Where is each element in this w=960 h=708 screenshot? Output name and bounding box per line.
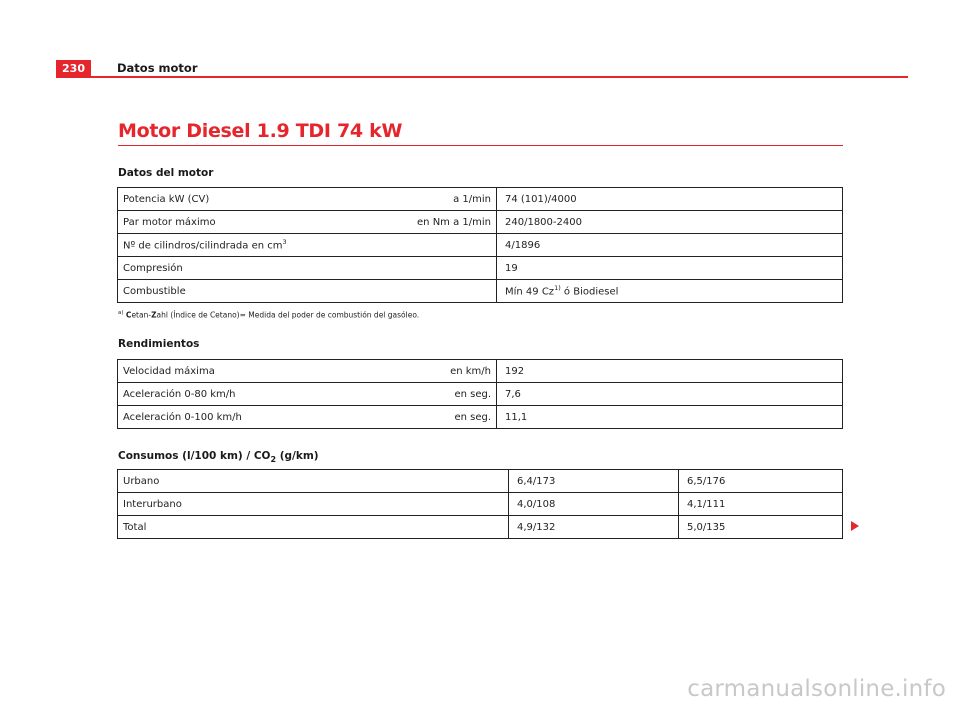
row-value: [497, 280, 843, 303]
running-title: Datos motor: [117, 61, 198, 75]
row-label: Urbano: [118, 470, 509, 493]
chapter-rule: [118, 145, 843, 146]
row-value: 11,1: [497, 406, 843, 429]
table-row: [118, 516, 843, 539]
triangle-right-icon: [851, 521, 859, 531]
value-suffix: ó Biodiesel: [560, 286, 619, 298]
row-unit: [408, 257, 497, 280]
row-unit: en seg.: [408, 406, 497, 429]
table-row: [118, 470, 843, 493]
row-value-1: 6,4/173: [509, 470, 679, 493]
row-unit: [408, 234, 497, 257]
row-label: Aceleración 0-100 km/h: [118, 406, 409, 429]
row-value: 74 (101)/4000: [497, 188, 843, 211]
footnote-text: etan-: [131, 310, 152, 320]
row-unit: en km/h: [408, 360, 497, 383]
page-number: 230: [56, 60, 91, 77]
table-row: [118, 360, 843, 383]
engine-data-heading: Datos del motor: [118, 167, 214, 179]
row-value-2: 4,1/111: [679, 493, 843, 516]
consumption-heading: [118, 450, 319, 464]
row-label: Velocidad máxima: [118, 360, 409, 383]
table-row: [118, 383, 843, 406]
footnote-bold-z: Z: [151, 310, 157, 320]
row-value: 7,6: [497, 383, 843, 406]
row-unit: [408, 280, 497, 303]
row-label: Total: [118, 516, 509, 539]
row-label: Potencia kW (CV): [118, 188, 409, 211]
heading-text: (g/km): [276, 450, 319, 462]
cetane-footnote: [118, 310, 419, 320]
chapter-title: Motor Diesel 1.9 TDI 74 kW: [118, 120, 403, 142]
header-rule: [56, 76, 908, 78]
performance-heading: Rendimientos: [118, 338, 200, 350]
table-row: [118, 211, 843, 234]
table-row: [118, 406, 843, 429]
row-value: 192: [497, 360, 843, 383]
row-unit: en Nm a 1/min: [408, 211, 497, 234]
heading-subscript: 2: [270, 455, 277, 465]
row-value-1: 4,9/132: [509, 516, 679, 539]
row-value-2: 6,5/176: [679, 470, 843, 493]
footnote-text: ahl (Índice de Cetano)= Medida del poder de combustión del gasóleo.: [156, 310, 420, 320]
row-label: Par motor máximo: [118, 211, 409, 234]
performance-table: [117, 359, 843, 429]
value-text: Mín 49 Cz: [505, 286, 555, 298]
table-row: [118, 257, 843, 280]
row-label: Compresión: [118, 257, 409, 280]
row-label: Combustible: [118, 280, 409, 303]
consumption-table: [117, 469, 843, 539]
row-value: 4/1896: [497, 234, 843, 257]
heading-text: Consumos (l/100 km) / CO: [118, 450, 271, 462]
engine-data-table: [117, 187, 843, 303]
label-text: Nº de cilindros/cilindrada en cm: [123, 240, 283, 252]
row-value: 240/1800-2400: [497, 211, 843, 234]
table-row: [118, 188, 843, 211]
table-row: [118, 493, 843, 516]
row-value-2: 5,0/135: [679, 516, 843, 539]
row-value: 19: [497, 257, 843, 280]
table-row: [118, 280, 843, 303]
label-superscript: 3: [282, 238, 287, 247]
watermark: carmanualsonline.info: [687, 676, 946, 702]
footnote-bold-c: C: [125, 310, 132, 320]
row-label: [118, 234, 409, 257]
row-unit: a 1/min: [408, 188, 497, 211]
row-value-1: 4,0/108: [509, 493, 679, 516]
footnote-marker: a): [118, 310, 124, 316]
row-label: Interurbano: [118, 493, 509, 516]
row-unit: en seg.: [408, 383, 497, 406]
value-superscript: 1): [554, 284, 561, 293]
row-label: Aceleración 0-80 km/h: [118, 383, 409, 406]
table-row: [118, 234, 843, 257]
